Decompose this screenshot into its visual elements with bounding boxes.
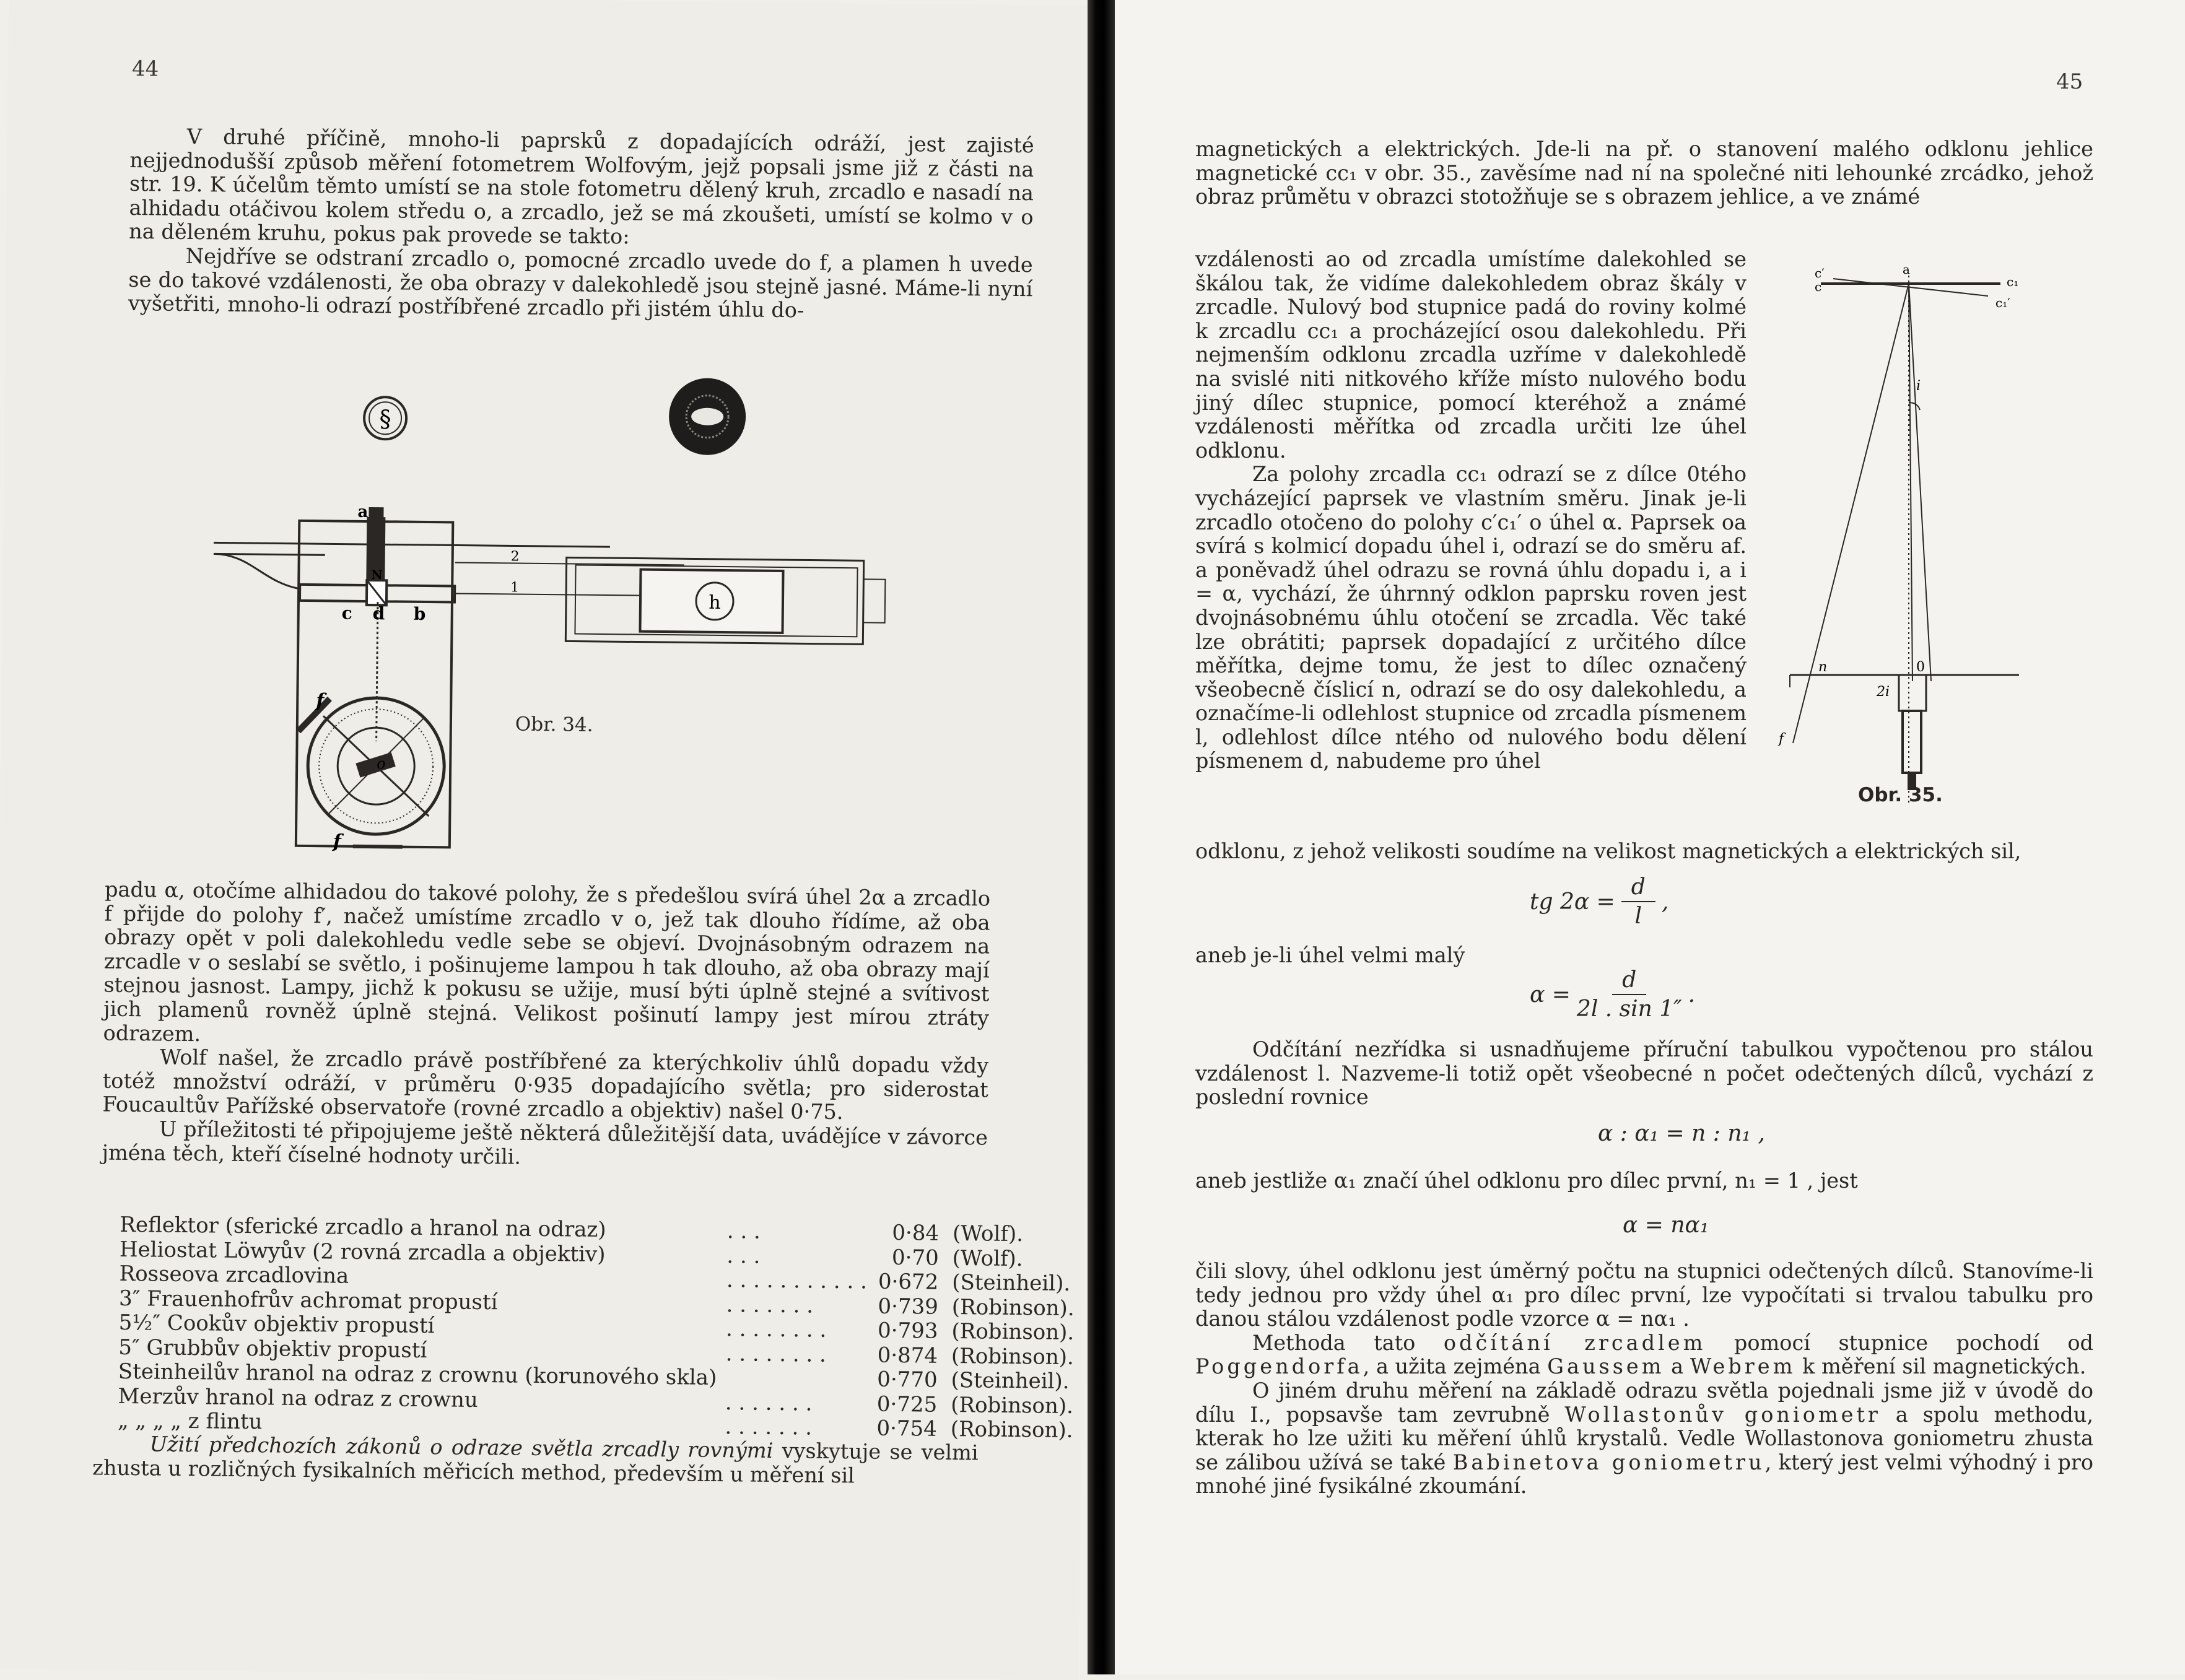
text-run: a spolu methodu, kterak ho lze užiti ku měření úhlů krystalů. Vedle Wollastonova goniometru zhusta se zálibou užívá se také <box>1195 1402 2093 1474</box>
left-last-text <box>92 1432 979 1489</box>
right-column-text <box>1195 248 1747 773</box>
figure-label-i: i <box>1916 378 1921 394</box>
table-cell-name: Steinheilův hranol na odraz z crownu (korunového skla) <box>118 1359 717 1390</box>
table-cell-name: 3″ Frauenhofrův achromat propustí <box>118 1286 498 1315</box>
paragraph: odklonu, z jehož velikosti soudíme na velikost magnetických a elektrických sil, <box>1195 839 2021 863</box>
formula-n-alpha: α = nα₁ <box>1623 1212 1709 1238</box>
figure-label-b: b <box>413 603 426 624</box>
table-cell-value: 0·770 <box>877 1367 938 1393</box>
text-run: , který jest velmi výhodný i pro mnohé jiné fysikálné zkoumání. <box>1195 1450 2094 1499</box>
table-cell-value: 0·754 <box>876 1416 938 1442</box>
figure-35-caption: Obr. 35. <box>1858 784 1943 806</box>
paragraph <box>92 1432 979 1489</box>
figure-label-s: § <box>379 405 391 433</box>
spaced-term: Webrem <box>1690 1354 1796 1379</box>
table-cell-source: (Robinson). <box>951 1392 1074 1419</box>
italic-phrase: Užití předchozích zákonů o odraze světla zrcadly rovnými <box>149 1432 774 1463</box>
spaced-term: Gaussem <box>1547 1354 1665 1379</box>
right-para-5 <box>1195 1038 2093 1110</box>
aneb-line <box>1195 944 1753 968</box>
figure-34-caption: Obr. 34. <box>515 713 593 736</box>
formula-tail: . <box>1688 981 1696 1008</box>
figure-label-d: d <box>372 603 385 624</box>
paragraph: Odčítání nezřídka si usnadňujeme příruční tabulkou vypočtenou pro stálou vzdálenost l. Nazveme-li totiž opět všeobecné n počet odečtených dílců, vychází z poslední rovnice <box>1195 1037 2093 1110</box>
table-cell-dots: . . . <box>726 1219 761 1244</box>
paragraph: čili slovy, úhel odklonu jest úměrný počtu na stupnici odečtených dílců. Stanovíme-li tedy jednou pro vždy úhel α₁ pro dílec první, lze vypočítati si trvalou tabulku pro danou stálou vzdálenost podle vzorce α = nα₁ . <box>1195 1259 2093 1331</box>
right-bottom-text <box>1195 1260 2093 1499</box>
spaced-term: Wollastonův goniometr <box>1564 1402 1881 1427</box>
table-cell-source: (Steinheil). <box>952 1269 1071 1296</box>
paragraph: Nejdříve se odstraní zrcadlo o, pomocné zrcadlo uvede do f, a plamen h uvede se do takové vzdálenosti, že oba obrazy v dalekohledě jsou stejně jasné. Máme-li nyní vyšetřiti, mnoho-li odrazí postříbřené zrcadlo při jistém úhlu do- <box>128 243 1033 323</box>
text-run: pomocí stupnice pochodí od <box>1706 1330 2093 1355</box>
paragraph: Wolf našel, že zrcadlo právě postříbřené za kterýchkoliv úhlů dopadu vždy totéž množství odráží, v průměru 0·935 dopadajícího světla; pro siderostat Foucaultův Pařížské observatoře (rovné zrcadlo a objektiv) našel 0·75. <box>102 1045 989 1125</box>
paragraph <box>1195 1379 2093 1499</box>
formula-lhs: α = <box>1530 981 1571 1008</box>
figure-label-a: a <box>1903 262 1910 277</box>
figure-label-2: 2 <box>510 549 520 565</box>
paragraph: aneb je-li úhel velmi malý <box>1195 943 1465 967</box>
table-cell-name: 5″ Grubbův objektiv propustí <box>118 1334 427 1363</box>
table-cell-dots: . . . . . . . . . . . <box>726 1268 868 1294</box>
figure-label-1: 1 <box>510 580 520 596</box>
figure-label-c: c <box>1815 279 1822 294</box>
table-cell-dots <box>717 1366 866 1392</box>
text-run: O jiném druhu měření na základě odrazu světla pojednali jsme již v úvodě do dílu I., popsavše tam zevrubně <box>1195 1378 2093 1427</box>
figure-label-n: n <box>1818 659 1828 675</box>
right-page <box>1115 0 2185 1674</box>
paragraph: padu α, otočíme alhidadou do takové polohy, že s předešlou svírá úhel 2α a zrcadlo f přijde do polohy f′, načež umístíme zrcadlo v o, jež tak dlouho řídíme, až oba obrazy opět v poli dalekohledu vedle sebe se objeví. Dvojnásobným odrazem na zrcadle v o seslabí se světlo, i pošinujeme lampou h tak dlouho, až oba obrazy mají stejnou jasnost. Lampy, jichž k pokusu se užije, musí býti úplně stejné a svítivost jich plamenů rovněž úplně stejná. Velikost pošinutí lampy jest mírou ztráty odrazem. <box>103 877 991 1046</box>
table-cell-source: (Steinheil). <box>951 1367 1070 1394</box>
figure-34 <box>211 368 934 858</box>
figure-label-n: N <box>371 567 383 583</box>
text-run: k měření sil magnetických. <box>1795 1354 2087 1379</box>
spaced-term: odčítání zrcadlem <box>1443 1330 1706 1355</box>
table-cell-dots: . . . . . . . . <box>725 1341 827 1367</box>
text-run: Methoda tato <box>1252 1330 1444 1355</box>
table-cell-dots: . . . . . . . <box>725 1390 813 1416</box>
table-cell-dots: . . . . . . . <box>725 1414 813 1440</box>
formula-denominator: 2l . sin 1″ <box>1576 996 1682 1022</box>
page-number-left: 44 <box>131 56 159 82</box>
paragraph: vzdálenosti ao od zrcadla umístíme dalekohled se škálou tak, že vidíme dalekohledem obraz škály v zrcadle. Nulový bod stupnice padá do roviny kolmé k zrcadlu cc₁ a procházející osou dalekohledu. Při nejmenším odklonu zrcadla uzříme v dalekohledě na svislé niti nitkového kříže místo nulového bodu jiný dílec stupnice, pomocí kteréhož a známé vzdálenosti měřítka od zrcadla určiti lze úhel odklonu. <box>1195 247 1747 463</box>
formula-numerator: d <box>1621 874 1655 902</box>
paragraph: U příležitosti té připojujeme ještě některá důležitější data, uvádějíce v závorce jména těch, kteří číselné hodnoty určili. <box>102 1116 988 1169</box>
formula-denominator: l <box>1634 903 1642 929</box>
figure-label-c1-prime: c₁′ <box>1995 295 2010 310</box>
spaced-term: Poggendorfa <box>1195 1354 1363 1379</box>
figure-label-o: o <box>377 755 386 773</box>
small-disc-icon <box>364 397 407 440</box>
figure-label-a: a <box>357 502 369 521</box>
paragraph-rest: vyskytuje se velmi zhusta u rozličných fysikalních měřicích method, především u měření sil <box>92 1438 979 1487</box>
formula-ratio: α : α₁ = n : n₁ , <box>1598 1121 1765 1146</box>
table-cell-source: (Wolf). <box>952 1245 1023 1271</box>
book-spine <box>1088 0 1115 1674</box>
table-cell-source: (Robinson). <box>950 1416 1073 1443</box>
table-cell-source: (Robinson). <box>951 1343 1075 1370</box>
right-odklonu-line <box>1195 840 2093 864</box>
figure-label-c: c <box>341 603 353 624</box>
spaced-term: Babinetova goniometru <box>1452 1450 1765 1474</box>
table-cell-name: „ „ „ „ z flintu <box>117 1408 263 1435</box>
table-cell-value: 0·793 <box>877 1318 938 1344</box>
figure-label-c1: c₁ <box>2007 274 2019 289</box>
table-cell-dots: . . . . . . . <box>726 1292 814 1318</box>
figure-label-2i: 2i <box>1877 684 1890 700</box>
paragraph: aneb jestliže α₁ značí úhel odklonu pro dílec první, n₁ = 1 , jest <box>1195 1169 1858 1193</box>
page-number-right: 45 <box>2056 69 2083 94</box>
left-top-text <box>128 124 1034 325</box>
reflection-table <box>118 1213 1075 1443</box>
formula-tail: , <box>1661 889 1669 915</box>
table-cell-source: (Wolf). <box>952 1221 1024 1247</box>
right-para-6 <box>1195 1169 2093 1193</box>
left-bottom-text <box>102 878 990 1174</box>
right-intro-text <box>1195 137 2093 209</box>
text-run: a <box>1664 1354 1690 1379</box>
formula-tg <box>1530 874 1668 929</box>
formula-lhs: tg 2α = <box>1530 889 1615 915</box>
paragraph: magnetických a elektrických. Jde-li na př. o stanovení malého odklonu jehlice magnetické cc₁ v obr. 35., zavěsíme nad ní na společné niti lehounké zrcádko, jehož obraz průmětu v obrazci stotožňuje se s obrazem jehlice, a ve známé <box>1195 137 2093 209</box>
table-cell-source: (Robinson). <box>951 1294 1075 1321</box>
table-cell-dots: . . . . . . . . <box>725 1317 827 1343</box>
table-cell-value: 0·84 <box>892 1220 940 1246</box>
table-cell-value: 0·739 <box>878 1294 939 1320</box>
text-run: , a užita zejména <box>1363 1354 1548 1379</box>
table-cell-name: 5½″ Cookův objektiv propustí <box>118 1310 435 1339</box>
table-cell-name: Rosseova zrcadlovina <box>119 1261 349 1289</box>
figure-label-o: 0 <box>1916 659 1925 675</box>
figure-label-f: f <box>1779 731 1784 747</box>
figure-35 <box>1765 248 2087 805</box>
table-cell-source: (Robinson). <box>951 1318 1075 1346</box>
formula-numerator: d <box>1612 967 1646 995</box>
figure-label-h: h <box>709 591 721 614</box>
table-cell-value: 0·874 <box>877 1343 938 1369</box>
table-cell-value: 0·725 <box>876 1391 938 1417</box>
dark-ring-disc-icon <box>668 378 746 455</box>
table-cell-dots: . . . <box>726 1243 761 1269</box>
formula-alpha <box>1530 967 1695 1022</box>
table-cell-name: Reflektor (sferické zrcadlo a hranol na odraz) <box>120 1212 606 1243</box>
table-cell-name: Heliostat Löwyův (2 rovná zrcadla a objektiv) <box>119 1237 606 1267</box>
figure-label-c-prime: c′ <box>1815 266 1825 281</box>
figure-label-f-lower: f <box>333 830 341 853</box>
table-cell-value: 0·70 <box>891 1245 939 1271</box>
paragraph: Za polohy zrcadla cc₁ odrazí se z dílce 0tého vycházející paprsek ve vlastním směru. Jinak je-li zrcadlo otočeno do polohy c′c₁′ o úhel α. Paprsek oa svírá s kolmicí dopadu úhel i, odrazí se do směru af. a poněvadž úhel odrazu se rovná úhlu dopadu i, a i = α, vychází, že úhrnný odklon paprsku roven jest dvojnásobnému úhlu otočení se zrcadla. Věc také lze obrátiti; paprsek dopadající z určitého dílce měřítka, dejme tomu, že jest to dílec označený všeobecně číslicí n, odrazí se do osy dalekohledu, a označíme-li odlehlost stupnice od zrcadla písmenem l, odlehlost dílce ntého od nulového bodu dělení písmenem d, nabudeme pro úhel <box>1195 462 1747 773</box>
table-cell-value: 0·672 <box>878 1269 939 1295</box>
table-cell-name: Merzův hranol na odraz z crownu <box>118 1383 479 1412</box>
figure-label-f: f <box>316 690 325 712</box>
paragraph <box>1195 1331 2093 1379</box>
paragraph: V druhé příčině, mnoho-li paprsků z dopadajících odráží, jest zajisté nejjednodušší způsob měření fotometrem Wolfovým, jejž popsali jsme již z části na str. 19. K účelům těmto umístí se na stole fotometru dělený kruh, zrcadlo e nasadí na alhidadu otáčivou kolem středu o, a zrcadlo, jež se má zkoušeti, umístí se kolmo v o na děleném kruhu, pokus pak provede se takto: <box>129 124 1034 249</box>
